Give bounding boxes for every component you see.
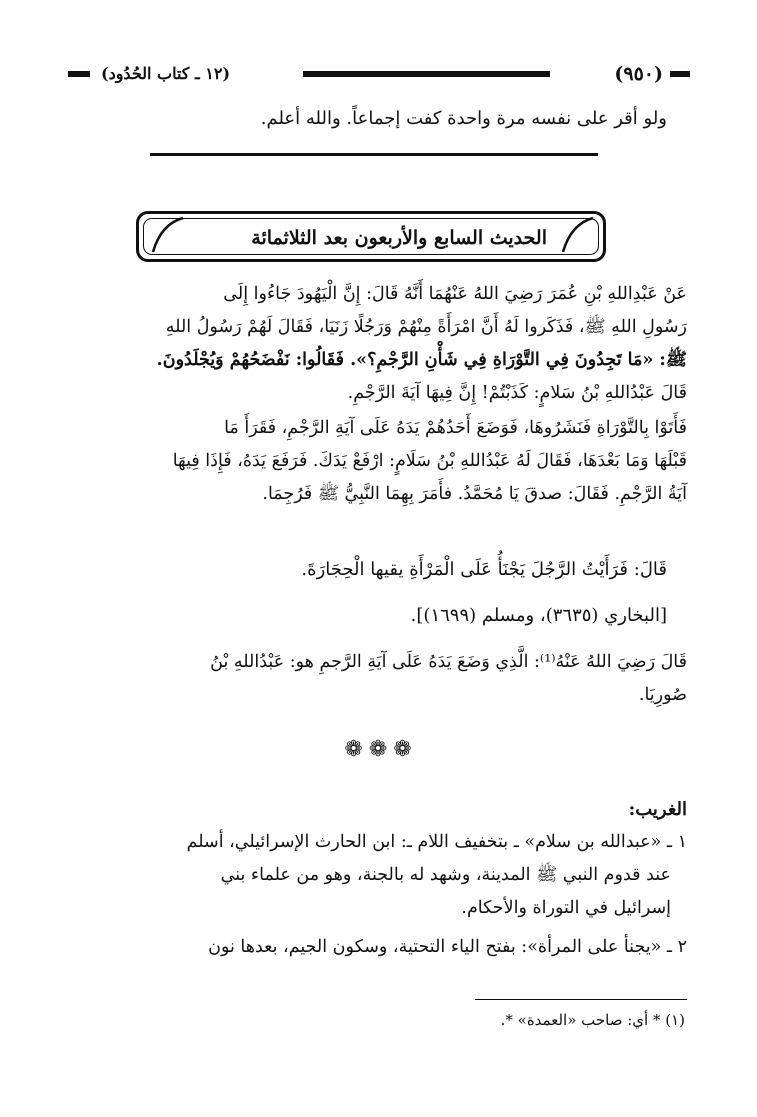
text-line: قَالَ عَبْدُاللهِ بْنُ سَلامٍ: كَذَبْتُمْ! إِنَّ فِيهَا آيَةَ الرَّجْمِ.	[347, 383, 687, 403]
text-line: رَسُولِ اللهِ ﷺ، فَذَكَروا لَهُ أَنَّ امْرَأَةً مِنْهُمْ وَرَجُلًا زَنَيَا، فَقَالَ لَهُمْ رَسُولُ اللهِ	[165, 317, 687, 337]
book-title: (١٢ ـ كتاب الحُدُود)	[101, 64, 231, 83]
separator-rule	[150, 153, 598, 156]
text-line: ٢ ـ «يجنأ على المرأة»: بفتح الياء التحتية، وسكون الجيم، بعدها نون	[208, 937, 687, 957]
note-paragraph	[69, 646, 687, 712]
hadith-title: الحديث السابع والأربعون بعد الثلاثمائة	[251, 227, 547, 249]
text-line: صُورِيَا.	[638, 685, 687, 705]
footnote-rule	[475, 999, 687, 1000]
header-rule-left	[68, 71, 90, 77]
hadith-text-2	[69, 412, 687, 511]
gharib-heading: الغريب:	[628, 799, 687, 820]
hadith-source: [البخاري (٣٦٣٥)، ومسلم (١٦٩٩)].	[410, 605, 667, 626]
gharib-list	[69, 826, 687, 964]
text-line: فَأَتَوْا بِالتَّوْرَاةِ فَنَشَرُوهَا، فَوَضَعَ أَحَدُهُمْ يَدَهُ عَلَى آيَةِ الرَّجْمِ، فَقَرَأَ مَا	[224, 418, 687, 438]
text-line: عَنْ عَبْدِاللهِ بْنِ عُمَرَ رَضِيَ اللهُ عَنْهُمَا أَنَّهُ قَالَ: إِنَّ الْيَهُودَ جَاءُوا إِلَى	[223, 284, 687, 304]
hadith-paragraph-2	[69, 412, 687, 511]
intro-line: ولو أقر على نفسه مرة واحدة كفت إجماعاً. والله أعلم.	[260, 108, 667, 129]
hadith-title-frame	[136, 211, 606, 262]
text-line: ١ ـ «عبدالله بن سلام» ـ بتخفيف اللام ـ: ابن الحارث الإسرائيلي، أسلم	[186, 832, 687, 852]
ornament-slash-right-icon	[557, 214, 597, 257]
page-number: (٩٥٠)	[614, 63, 663, 85]
text-line: إسرائيل في التوراة والأحكام.	[461, 898, 671, 918]
text-line: قَالَ رَضِيَ اللهُ عَنْهُ⁽¹⁾: الَّذِي وَضَعَ يَدَهُ عَلَى آيَةِ الرَّجمِ هو: عَبْدُاللهِ بْنُ	[210, 652, 687, 672]
ornament-slash-left-icon	[147, 214, 187, 257]
header-rule-right	[670, 71, 690, 77]
section-divider-stars: ❁❁❁	[344, 737, 418, 762]
text-line: آيَةُ الرَّجْمِ. فَقَالَ: صدقَ يَا مُحَمَّدُ. فأَمَرَ بِهِمَا النَّبِيُّ ﷺ فَرُجِمَا.	[262, 484, 687, 504]
hadith-paragraph-3: قَالَ: فَرَأَيْتُ الرَّجُلَ يَجْنَأُ عَلَى الْمَرْأَةِ يقيها الْحِجَارَةَ.	[301, 559, 667, 580]
hadith-paragraph-1	[69, 278, 687, 410]
footnote: (١) * أي: صاحب «العمدة» *.	[500, 1011, 685, 1029]
gharib-item-2	[69, 931, 687, 964]
gharib-item-1	[69, 826, 687, 925]
header-rule-middle	[303, 71, 550, 77]
text-line: ﷺ: «مَا تَجِدُونَ فِي التَّوْرَاةِ فِي شَأْنِ الرَّجْمِ؟». فَقَالُوا: نَفْضَحُهُمْ وَيُجْلَدُونَ.	[156, 350, 687, 370]
text-line: عند قدوم النبي ﷺ المدينة، وشهد له بالجنة، وهو من علماء بني	[220, 865, 671, 885]
hadith-text	[69, 278, 687, 410]
text-line: قَبْلَهَا وَمَا بَعْدَهَا، فَقَالَ لَهُ عَبْدُاللهِ بْنُ سَلَامٍ: ارْفَعْ يَدَكَ. فَرَفَعَ يَدَهُ، فَإِذَا فِيهَا	[172, 451, 687, 471]
hadith-note	[69, 646, 687, 712]
running-header	[68, 62, 690, 88]
